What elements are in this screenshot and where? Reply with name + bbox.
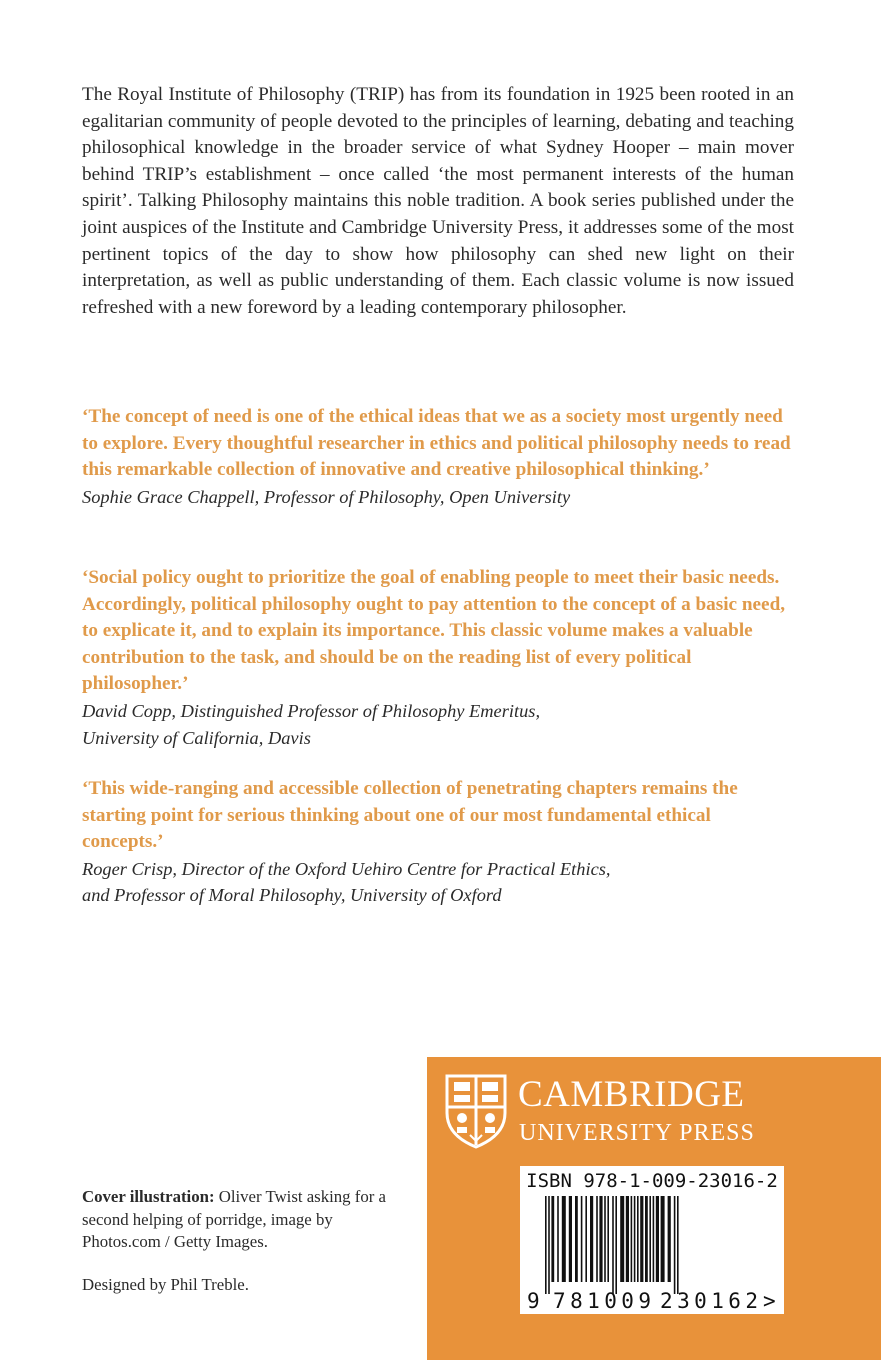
endorsement-1 <box>82 404 794 510</box>
publisher-name: CAMBRIDGE <box>518 1074 745 1115</box>
endorsement-attribution: David Copp, Distinguished Professor of Philosophy Emeritus, <box>82 700 541 721</box>
barcode-bar <box>569 1196 572 1282</box>
barcode-bar <box>575 1196 578 1282</box>
barcode-quiet-mark: > <box>763 1289 776 1313</box>
endorsement-attribution: Sophie Grace Chappell, Professor of Philosophy, Open University <box>82 486 571 507</box>
endorsement-2 <box>82 565 794 751</box>
barcode-bar <box>677 1196 679 1294</box>
barcode-bar <box>645 1196 648 1282</box>
barcode-bar <box>640 1196 643 1282</box>
barcode-bar <box>626 1196 629 1282</box>
endorsement-3 <box>82 776 794 909</box>
barcode-bar <box>631 1196 633 1282</box>
cambridge-shield-icon <box>444 1073 508 1149</box>
barcode-bar <box>596 1196 598 1282</box>
barcode-bar <box>661 1196 665 1282</box>
cover-illustration-text: Oliver Twist asking for a second helping of porridge, image by Photos.com / Getty Images. <box>82 1187 386 1251</box>
series-description: The Royal Institute of Philosophy (TRIP) has from its foundation in 1925 been rooted in an egalitarian community of people devoted to the principles of learning, debating and teaching philosophical knowledge in the broader service of what Sydney Hooper – main mover behind TRIP’s establishment – once called ‘the most permanent interests of the human spirit’. Talking Philosophy maintains this noble tradition. A book series published under the joint auspices of the Institute and Cambridge University Press, it addresses some of the most pertinent topics of the day to show how philosophy can shed new light on their interpretation, as well as public understanding of them. Each classic volume is now issued refreshed with a new foreword by a leading contemporary philosopher. <box>82 84 794 318</box>
barcode-bar <box>585 1196 587 1282</box>
endorsement-attribution: and Professor of Moral Philosophy, University of Oxford <box>82 885 502 906</box>
barcode-bar <box>612 1196 614 1294</box>
barcode-bar <box>656 1196 659 1282</box>
barcode-bar <box>620 1196 624 1282</box>
publisher-subname: UNIVERSITY PRESS <box>519 1120 755 1146</box>
barcode-digits-group-2: 230162 <box>660 1289 758 1313</box>
cover-illustration-label: Cover illustration: <box>82 1187 215 1206</box>
endorsement-attribution: University of California, Davis <box>82 727 311 748</box>
isbn-text: ISBN 978-1-009-23016-2 <box>526 1170 778 1192</box>
publisher-panel <box>427 1057 881 1360</box>
endorsement-attribution: Roger Crisp, Director of the Oxford Uehiro Centre for Practical Ethics, <box>82 858 611 879</box>
barcode-digit-first: 9 <box>527 1289 540 1313</box>
barcode-bar <box>551 1196 554 1282</box>
designer-credit: Designed by Phil Treble. <box>82 1275 249 1294</box>
barcode-bar <box>599 1196 602 1282</box>
barcode-bar <box>607 1196 609 1282</box>
barcode-bar <box>548 1196 550 1294</box>
barcode-bar <box>590 1196 593 1282</box>
barcode-bar <box>674 1196 676 1294</box>
barcode-bar <box>557 1196 559 1282</box>
endorsement-quote: ‘Social policy ought to prioritize the goal of enabling people to meet their basic needs. Accordingly, political philosophy ought to pay attention to the concept of a basic need, to explicate it, and to explain its importance. This classic volume makes a valuable contribution to the task, and should be on the reading list of every political philosopher.’ <box>82 567 786 695</box>
cover-illustration-credit <box>82 1186 412 1254</box>
barcode-bar <box>562 1196 566 1282</box>
cover-credits <box>82 1186 412 1254</box>
barcode-bars <box>527 1196 777 1314</box>
barcode <box>520 1166 784 1314</box>
barcode-bar <box>545 1196 547 1294</box>
barcode-bar <box>615 1196 617 1294</box>
endorsement-quote: ‘The concept of need is one of the ethical ideas that we as a society most urgently need to explore. Every thoughtful researcher in ethics and political philosophy needs to read this remarkable collection of innovative and creative philosophical thinking.’ <box>82 406 791 481</box>
barcode-bar <box>581 1196 583 1282</box>
barcode-bar <box>604 1196 606 1282</box>
barcode-bar <box>649 1196 651 1282</box>
endorsement-quote: ‘This wide-ranging and accessible collection of penetrating chapters remains the starting point for serious thinking about one of our most fundamental ethical concepts.’ <box>82 778 738 853</box>
barcode-digits-group-1: 781009 <box>553 1289 651 1313</box>
barcode-bar <box>637 1196 639 1282</box>
barcode-bar <box>653 1196 655 1282</box>
barcode-bar <box>634 1196 636 1282</box>
barcode-bar <box>668 1196 671 1282</box>
